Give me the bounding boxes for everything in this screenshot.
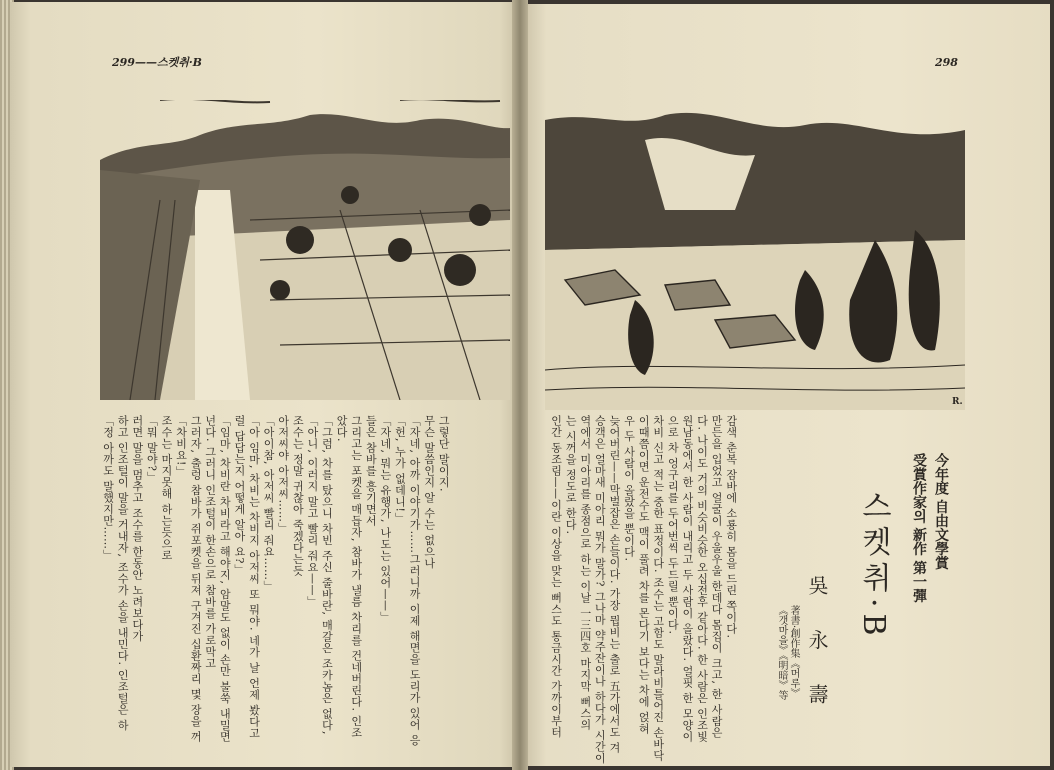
series-line: 今年度 自由文學賞 [933,453,949,570]
text-column: 원남동에서 한 사람이 내리고 두 사람이 올랐다. 얼핏 한 모양이 [680,415,694,743]
right-village-illustration [545,100,965,410]
text-column: 「헌, 누가 없데니!」 [393,415,407,524]
text-column: 조수는 정말 귀찮아 죽겠다는듯 [291,415,305,577]
text-column: 「자네, 뭐는 유행가, 나도는 있어——」 [378,415,392,623]
text-column: 승객은 얼마새 미아리 뭐가 말가? 그나마 약주잔이나 하다가 시간이 [593,415,607,764]
right-body-text [548,415,738,764]
text-column: 우 두 사람이 올랐을 뿐이다. [622,415,636,562]
text-column: 「자네, 아까 이야기가……그러니까 이제 해면을 도리가 있어 응 [408,415,422,746]
left-body-text [100,415,451,746]
text-column: 인간 동조림——이란 이상을 맞는 뻐스도 통금시간 가까이부터 [549,415,563,738]
author-works-line: 著書·創作集《머루》 [788,605,799,699]
text-column: 는 시꺼을 정도로 한다. [564,415,578,535]
author-name: 吳 永 壽 [805,575,829,718]
text-column: 조수는 마지못해 하는듯으로 [159,415,173,561]
text-column: 늦어버린——막벌잡은 손들이다. 가장 뭡비는 출로 五가에서도 겨 [607,415,621,754]
text-column: 그렇단 말이지. [437,415,451,492]
right-page-number: 298 [935,56,958,69]
text-column: 무슨 말씀인지 알 수는 없으나 [422,415,436,569]
text-column: 「아니, 이러지 말고 빨리 줘요——」 [305,415,319,608]
series-heading [908,453,952,603]
text-column: 만든을 입었고 얼굴이 우울우울 한데다 몸집이 크고, 한 사람은 [710,415,724,739]
text-column: 차비 신고 적는 중한 표정이다. 조수는 고함도 말라비틀어진 손바닥 [651,415,665,762]
text-column: 그러자, 출렁 참바가 쥐포켓을 뒤져 구겨진 십환짜리 몇 장을 꺼 [189,415,203,743]
author-works [775,605,799,700]
series-line: 受賞作家의 新作 第一彈 [911,453,927,603]
story-title: 스켓취·B [856,490,891,642]
text-column: 이때쯤이면 운전수도 맥이 풀려 차를 몬다기 보다는 차에 얹혀 [637,415,651,735]
author-works-line: 《갯마을》《明暗》等 [776,605,787,700]
left-running-header: 299——스켓취·B [112,56,202,69]
text-column: 으로 차 엉구리를 두어번씩 두드릴 뿐이다. [666,415,680,635]
text-column: 「아이참, 아저씨 빨리 줘요……」 [262,415,276,592]
text-column: 았다. [335,415,349,442]
text-column: 「임마, 차비란 차비라고 해야지, 암말도 없이 손만 불쑥 내밀면 [218,415,232,743]
text-column: 「그럼, 차를 탔으니 차빈 주신 줄바란, 매갈은 조카놈은 없다, [320,415,334,735]
text-column: 하고 인조털이 말을 거내자, 조수가 손을 내민다. 인조털은 하 [116,415,130,731]
text-column: 다. 나이도 거의 비슷비슷한 오십전후 같아다. 한 사람은 인조빛 [695,415,709,743]
text-column: 「정 아까도 말했지만……」 [101,415,115,561]
text-column: 넌다. 그러니 인조털이 한손으로 참바를 가로막고 [203,415,217,669]
text-column: 러면 말을 멈추고 조수를 한동안 노려보다가 [130,415,144,642]
book-gutter [512,0,528,770]
text-column: 「차비요!」 [174,415,188,478]
text-column: 역에서 미아리를 종점으로 하는 이날 一三四호 마지막 뻐스의 [578,415,592,731]
text-column: 「뭐 말야?」 [145,415,159,483]
text-column: 그리고는 포켓을 매듭자, 참바가 낼름 차리를 건네버린다. 인조 [349,415,363,739]
text-column: 「아 임마, 차비는 차비지 아저씨 또 뭐야. 네가 날 언제 봤다고 [247,415,261,739]
text-column: 아저씨야 아저씨……」 [276,415,290,534]
left-landscape-illustration [100,100,510,400]
text-column: 감색 춘복 잠바에 소룡히 몸을 드린 쪽이다. [724,415,738,639]
text-column: 들은 참바를 흥기면서 [364,415,378,527]
artist-signature: R. [952,397,963,407]
text-column: 럴 답답는지 어떻게 알아 요?」 [232,415,246,576]
